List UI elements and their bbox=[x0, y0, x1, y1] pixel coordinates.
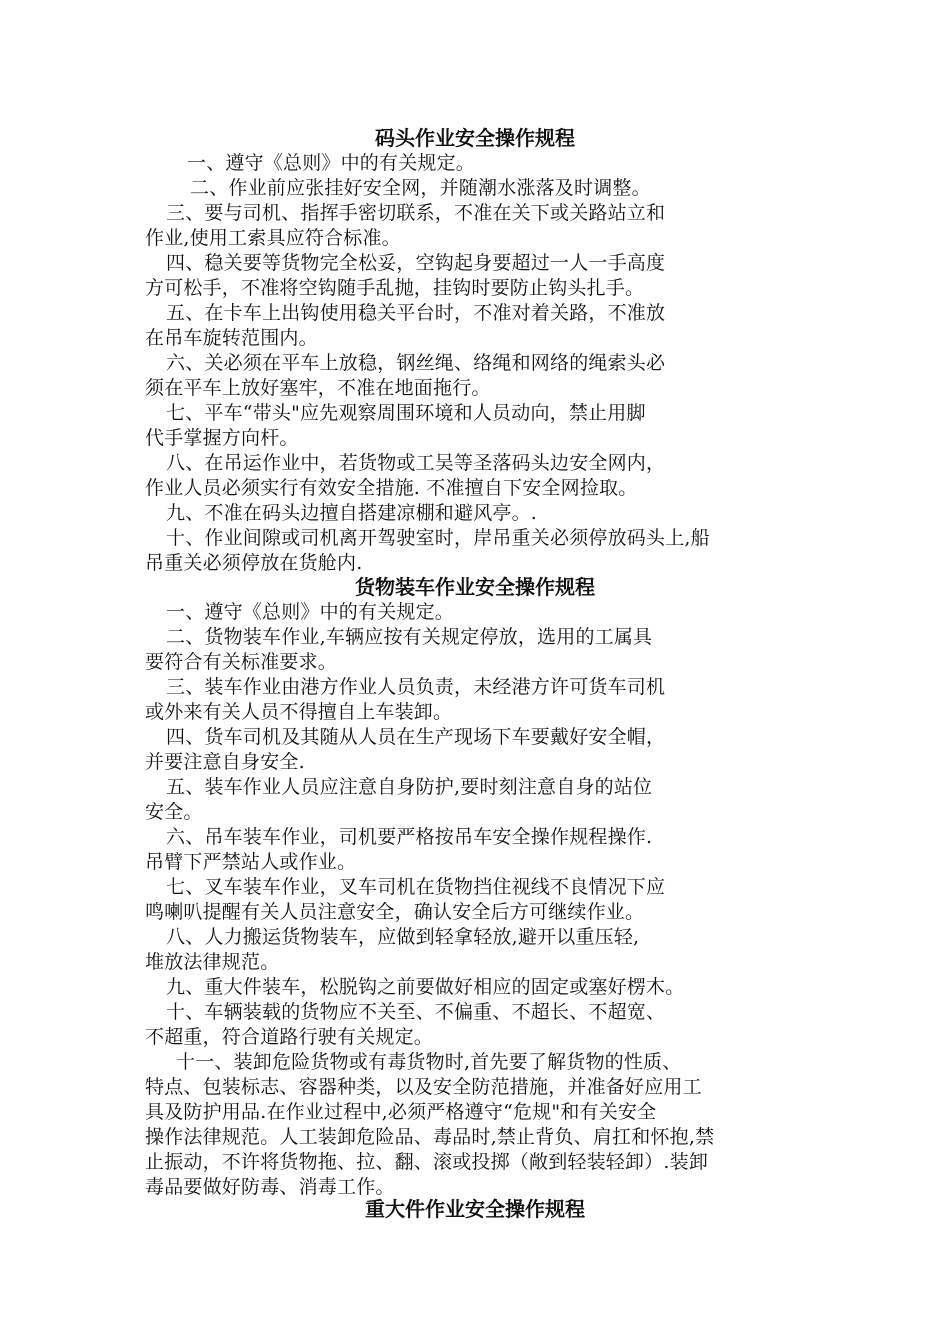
paragraph-line: 作业,使用工索具应符合标准。 bbox=[145, 227, 401, 249]
paragraph-line: 六、吊车装车作业，司机要严格按吊车安全操作规程操作. bbox=[166, 826, 653, 848]
paragraph-line: 止振动，不许将货物拖、拉、翻、滚或投掷（敞到轻装轻卸）.装卸 bbox=[145, 1151, 709, 1173]
paragraph-line: 鸣喇叭提醒有关人员注意安全，确认安全后方可继续作业。 bbox=[145, 901, 645, 923]
paragraph-line: 毒品要做好防毒、消毒工作。 bbox=[145, 1176, 395, 1198]
paragraph-line: 十一、装卸危险货物或有毒货物时,首先要了解货物的性质、 bbox=[176, 1051, 682, 1073]
section-title-heavy-cargo: 重大件作业安全操作规程 bbox=[365, 1197, 585, 1221]
paragraph-line: 吊臂下严禁站人或作业。 bbox=[145, 851, 357, 873]
paragraph-line: 七、叉车装车作业，叉车司机在货物挡住视线不良情况下应 bbox=[166, 876, 666, 898]
paragraph-line: 四、货车司机及其随从人员在生产现场下车要戴好安全帽， bbox=[166, 726, 666, 748]
paragraph-line: 并要注意自身安全. bbox=[145, 751, 305, 773]
paragraph-line: 五、在卡车上出钩使用稳关平台时，不准对着关路，不准放 bbox=[166, 302, 666, 324]
paragraph-line: 十、车辆装载的货物应不关至、不偏重、不超长、不超宽、 bbox=[166, 1001, 666, 1023]
paragraph-line: 代手掌握方向杆。 bbox=[145, 427, 299, 449]
paragraph-line: 三、要与司机、指挥手密切联系，不准在关下或关路站立和 bbox=[166, 202, 666, 224]
paragraph-line: 四、稳关要等货物完全松妥，空钩起身要超过一人一手高度 bbox=[166, 252, 666, 274]
paragraph-line: 九、不准在码头边擅自搭建凉棚和避风亭。. bbox=[166, 502, 538, 524]
paragraph-line: 特点、包装标志、容器种类，以及安全防范措施，并准备好应用工 bbox=[145, 1076, 702, 1098]
paragraph-line: 七、平车“带头"应先观察周围环境和人员动向，禁止用脚 bbox=[166, 402, 646, 424]
paragraph-line: 十、作业间隙或司机离开驾驶室时，岸吊重关必须停放码头上,船 bbox=[166, 527, 710, 549]
paragraph-line: 八、在吊运作业中，若货物或工吴等圣落码头边安全网内， bbox=[166, 452, 666, 474]
section-title-wharf: 码头作业安全操作规程 bbox=[375, 126, 575, 150]
paragraph-line: 方可松手，不准将空钩随手乱抛，挂钩时要防止钩头扎手。 bbox=[145, 277, 645, 299]
paragraph-line: 安全。 bbox=[145, 801, 203, 823]
paragraph-line: 九、重大件装车，松脱钩之前要做好相应的固定或塞好楞木。 bbox=[166, 976, 685, 998]
paragraph-line: 须在平车上放好塞牢，不准在地面拖行。 bbox=[145, 377, 491, 399]
paragraph-line: 二、作业前应张挂好安全网，并随潮水涨落及时调整。 bbox=[190, 177, 651, 199]
paragraph-line: 要符合有关标准要求。 bbox=[145, 651, 338, 673]
paragraph-line: 一、遵守《总则》中的有关规定。 bbox=[166, 601, 455, 623]
paragraph-line: 吊重关必须停放在货舱内. bbox=[145, 552, 363, 574]
paragraph-line: 作业人员必须实行有效安全措施. 不准擅自下安全网捡取。 bbox=[145, 477, 638, 499]
paragraph-line: 八、人力搬运货物装车，应做到轻拿轻放,避开以重压轻, bbox=[166, 926, 640, 948]
paragraph-line: 一、遵守《总则》中的有关规定。 bbox=[187, 152, 476, 174]
paragraph-line: 六、关必须在平车上放稳，钢丝绳、络绳和网络的绳索头必 bbox=[166, 352, 666, 374]
paragraph-line: 具及防护用品.在作业过程中,必须严格遵守“危规"和有关安全 bbox=[145, 1101, 657, 1123]
paragraph-line: 二、货物装车作业,车辆应按有关规定停放，选用的工属具 bbox=[166, 626, 653, 648]
paragraph-line: 堆放法律规范。 bbox=[145, 951, 280, 973]
paragraph-line: 三、装车作业由港方作业人员负责，未经港方许可货车司机 bbox=[166, 676, 666, 698]
paragraph-line: 在吊车旋转范围内。 bbox=[145, 327, 318, 349]
paragraph-line: 五、装车作业人员应注意自身防护,要时刻注意自身的站位 bbox=[166, 776, 653, 798]
paragraph-line: 不超重，符合道路行驶有关规定。 bbox=[145, 1026, 434, 1048]
paragraph-line: 操作法律规范。人工装卸危险品、毒品时,禁止背负、肩扛和怀抱,禁 bbox=[145, 1126, 715, 1148]
section-title-truck-loading: 货物装车作业安全操作规程 bbox=[355, 575, 595, 599]
paragraph-line: 或外来有关人员不得擅自上车装卸。 bbox=[145, 701, 453, 723]
